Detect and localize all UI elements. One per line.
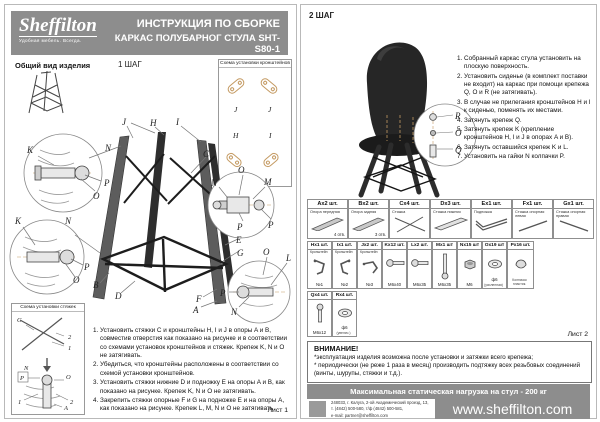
part-note: 3 отв. [374,232,386,237]
bracket-label-I: I [269,131,272,140]
part-code: Jx2 шт. [358,242,381,250]
step2-label: 2 ШАГ [309,11,335,20]
cross-tie-icon [391,215,429,233]
lower-tie-icon [432,215,470,231]
support-tie-left-icon [514,219,552,233]
callout-F: F [196,294,202,304]
step2-item-6: 6. Затянуть оставшийся крепеж K и L. [464,144,591,152]
bracket-icon [334,256,356,278]
step2-item-1: 1. Собранный каркас стула установить на плоскую поверхность. [464,55,591,72]
part-name: Кронштейн [335,250,353,254]
part-code: Dx3 шт. [431,200,470,209]
tie-label-2a: 2 [68,334,72,341]
part-note-small: (увелич.) [336,331,351,335]
part-code: Ox19 шт [484,243,505,248]
part-code: Hx1 шт. [308,242,331,250]
part-name: Кронштейн [360,250,378,254]
callout-O1: O [93,191,100,201]
overview-label: Общий вид изделия [15,61,91,70]
address-line-2: т. (4842) 500-580, т/ф (4842) 500-581, [331,406,404,412]
part-code: Kx12 шт. [384,243,405,248]
part-note: M6x12 [312,330,327,335]
step1-item-4: 4. Закрепить стяжки опорные F и G на подножке E и на опоры A, как показано на рисунке. Крепеж L, M, N и O не затягивать. [100,397,292,414]
tie-label-1b: 1 [18,399,22,406]
doc-title-line2: КАРКАС ПОЛУБАРНОГ СТУЛА SHT-S80-1 [114,33,280,55]
logo-tagline: Удобная мебель. Всегда. [19,36,97,43]
part-name: Стяжка нижняя [433,209,461,214]
callout-B: B [93,280,99,290]
part-note: №1 [315,282,324,287]
part-code: Ax2 шт. [308,200,347,209]
bracket-scheme-title: Схема установки кронштейнов [220,61,290,66]
max-load-banner: Максимальная статическая нагрузка на стул - 200 кг [307,384,590,399]
tie-label-N: N [24,365,29,372]
part-code: Gx1 шт. [554,200,593,209]
bracket-icon [309,256,331,278]
tie-scheme-title: Схема установки стяжек [12,304,84,312]
step2-instructions [453,55,591,162]
bolt-icon [384,256,406,274]
callout-L: L [286,253,292,263]
part-note: ф6 [341,325,348,330]
footer [307,402,590,416]
chair-label-R: R [455,111,461,121]
part-cell-A [307,199,348,239]
callout-leaders-top [127,123,206,173]
callout-C: C [203,149,210,159]
part-note: ф6 [491,277,498,282]
part-code: Ex1 шт. [472,200,511,209]
callout-A: A [193,305,199,315]
part-name: Опора передняя [310,209,340,214]
step1-label: 1 ШАГ [118,60,142,69]
part-cell-J [357,241,382,289]
callout-N2: N [65,216,72,226]
sheet1-label: Лист 1 [267,407,288,414]
warning-line-2: * периодически (не реже 1 раза в месяц) производить подтяжку всех резьбовых соединений (винты, шурупы, стяжки и т.д.). [314,361,581,377]
tie-label-P: P [20,375,24,382]
part-cell-L [407,241,432,289]
callout-E: E [236,235,242,245]
bracket-label-H: H [233,131,239,140]
part-name: Подножка [474,209,492,214]
address-line-1: 248033, г. Калуга, 2-ой Академический проезд, 13, [331,400,429,405]
part-cell-E [471,199,512,239]
overview-sketch [29,71,63,113]
callout-M: M [264,177,272,187]
part-note: M6x40 [387,282,402,287]
part-cell-K [382,241,407,289]
support-bar-icon [309,215,347,231]
callout-N3: N [211,178,218,188]
callout-G: G [237,248,244,258]
part-note-small: (усиленная) [484,283,503,287]
part-note: M6x35 [412,282,427,287]
cap-icon [510,255,532,269]
part-name: Стяжка [392,209,406,214]
callout-P2: P [84,262,90,272]
part-name: Опора задняя [351,209,377,214]
logo-text: Sheffilton [19,15,97,36]
part-cell-B [348,199,389,239]
part-code: Bx2 шт. [349,200,388,209]
website-banner[interactable]: www.sheffilton.com [435,399,590,419]
doc-title-line1: ИНСТРУКЦИЯ ПО СБОРКЕ [136,18,280,30]
part-code: Mx1 шт [433,242,456,250]
tie-label-C: C [17,317,22,324]
callout-N4: N [231,307,238,317]
page-1 [4,4,297,419]
long-bolt-icon [434,252,456,280]
part-code: Ix1 шт. [333,242,356,250]
part-code: Rx4 шт. [333,292,356,300]
step2-item-4: 4. Затянуть крепеж Q. [464,117,591,125]
detail-circle-2 [10,220,100,294]
part-cell-G [553,199,594,239]
part-name: Стяжка опорная правая [556,209,586,219]
bolt-icon [409,256,431,274]
step1-instructions [89,327,292,415]
part-cell-P [507,241,534,289]
warning-line-1: *эксплуатация изделия возможна после установки и затяжки всего крепежа; [314,354,534,361]
step2-item-2: 2. Установить сиденье (в комплект поставки не входит) на каркас при помощи крепежа Q, O и R (не затягивать). [464,73,591,98]
callout-O2: O [73,275,80,285]
chair-label-Q: Q [455,145,462,155]
lower-stretchers [103,237,226,292]
footrest-icon [473,215,511,231]
part-note: 4 отв. [333,232,345,237]
part-code: Px16 шт. [508,242,533,250]
callout-P3: P [237,222,243,232]
step2-item-7: 7. Установить на гайки N колпачки P. [464,153,591,161]
short-bolt-icon [309,302,331,326]
chair-label-O: O [455,128,462,138]
part-code: Fx1 шт. [513,200,552,209]
warning-title: ВНИМАНИЕ! [314,344,359,353]
step2-item-3: 3. В случае не прилегания кронштейнов H и I к сиденью, поменять их местами. [464,99,591,116]
support-tie-right-icon [555,219,593,233]
part-code: Cx4 шт. [390,200,429,209]
part-note: Колпачок пластик. [512,278,527,286]
qr-code [309,401,326,417]
footer-address [331,400,429,419]
callout-D: D [115,291,122,301]
part-name: Стяжка опорная левая [515,209,545,219]
callout-N1: N [105,143,112,153]
callout-O3: O [238,165,245,175]
tie-label-2b: 2 [70,399,74,406]
part-cell-O [482,241,507,289]
bracket-icon [359,256,381,278]
part-code: Lx2 шт. [408,242,431,250]
address-line-3: e-mail: partner@sheffilton.com [331,412,389,418]
part-note: M6x35 [437,282,452,287]
support-bar-icon [350,215,388,231]
washer-icon [334,306,356,320]
part-cell-F [512,199,553,239]
part-cell-C [389,199,430,239]
step1-item-3: 3. Установить стяжки нижние D и подножку E на опоры A и B, как показано на рисунке. Крепеж K, N и O не затягивать. [100,379,292,396]
bracket-label-J1: J [234,105,238,114]
part-note: №2 [340,282,349,287]
frame-assembly-drawing [5,5,296,335]
part-cell-I [332,241,357,289]
part-cell-Q [307,291,332,337]
part-code: Qx4 шт. [308,292,331,300]
step1-item-1: 1. Установить стяжки C и кронштейны H, I и J в опоры A и B, совместив отверстия как показано на рисунке и в соответствии со схемами установок кронштейнов и стяжек. Крепеж K, N и O не затягивать. [100,327,292,360]
tie-label-O: O [66,374,71,381]
part-cell-N [457,241,482,289]
callout-P1: P [104,178,110,188]
tie-label-A: A [64,405,68,411]
callout-K1: K [27,145,34,155]
part-cell-R [332,291,357,337]
detail-circle-4 [228,257,290,323]
part-name: Кронштейн [310,250,328,254]
callout-P4: P [268,220,274,230]
tie-scheme-drawing [12,312,82,411]
nut-icon [459,258,481,272]
part-code: Nx15 шт [459,243,480,248]
washer-icon [484,257,506,271]
step1-item-2: 2. Убедиться, что кронштейны расположены в соответствии со схемой установки кронштейнов. [100,361,292,378]
part-cell-D [430,199,471,239]
chair-drawing [307,19,477,199]
callout-O4: O [263,247,270,257]
part-note: M6 [466,282,473,287]
callout-I: I [176,117,179,127]
part-cell-M [432,241,457,289]
sheet2-label: Лист 2 [567,331,588,338]
part-cell-H [307,241,332,289]
callout-H: H [150,118,157,128]
tie-scheme-box [11,303,85,415]
callout-P5: P [220,288,226,298]
callout-K2: K [15,216,22,226]
page-2 [300,4,597,419]
callout-J: J [122,117,126,127]
step2-item-5: 5. Затянуть крепеж K (крепление кронштейнов H, I и J в опорах A и B). [464,126,591,143]
part-note: №3 [365,282,374,287]
warning-box [307,341,592,383]
tie-label-1a: 1 [68,345,72,352]
bracket-label-J2: J [268,105,272,114]
